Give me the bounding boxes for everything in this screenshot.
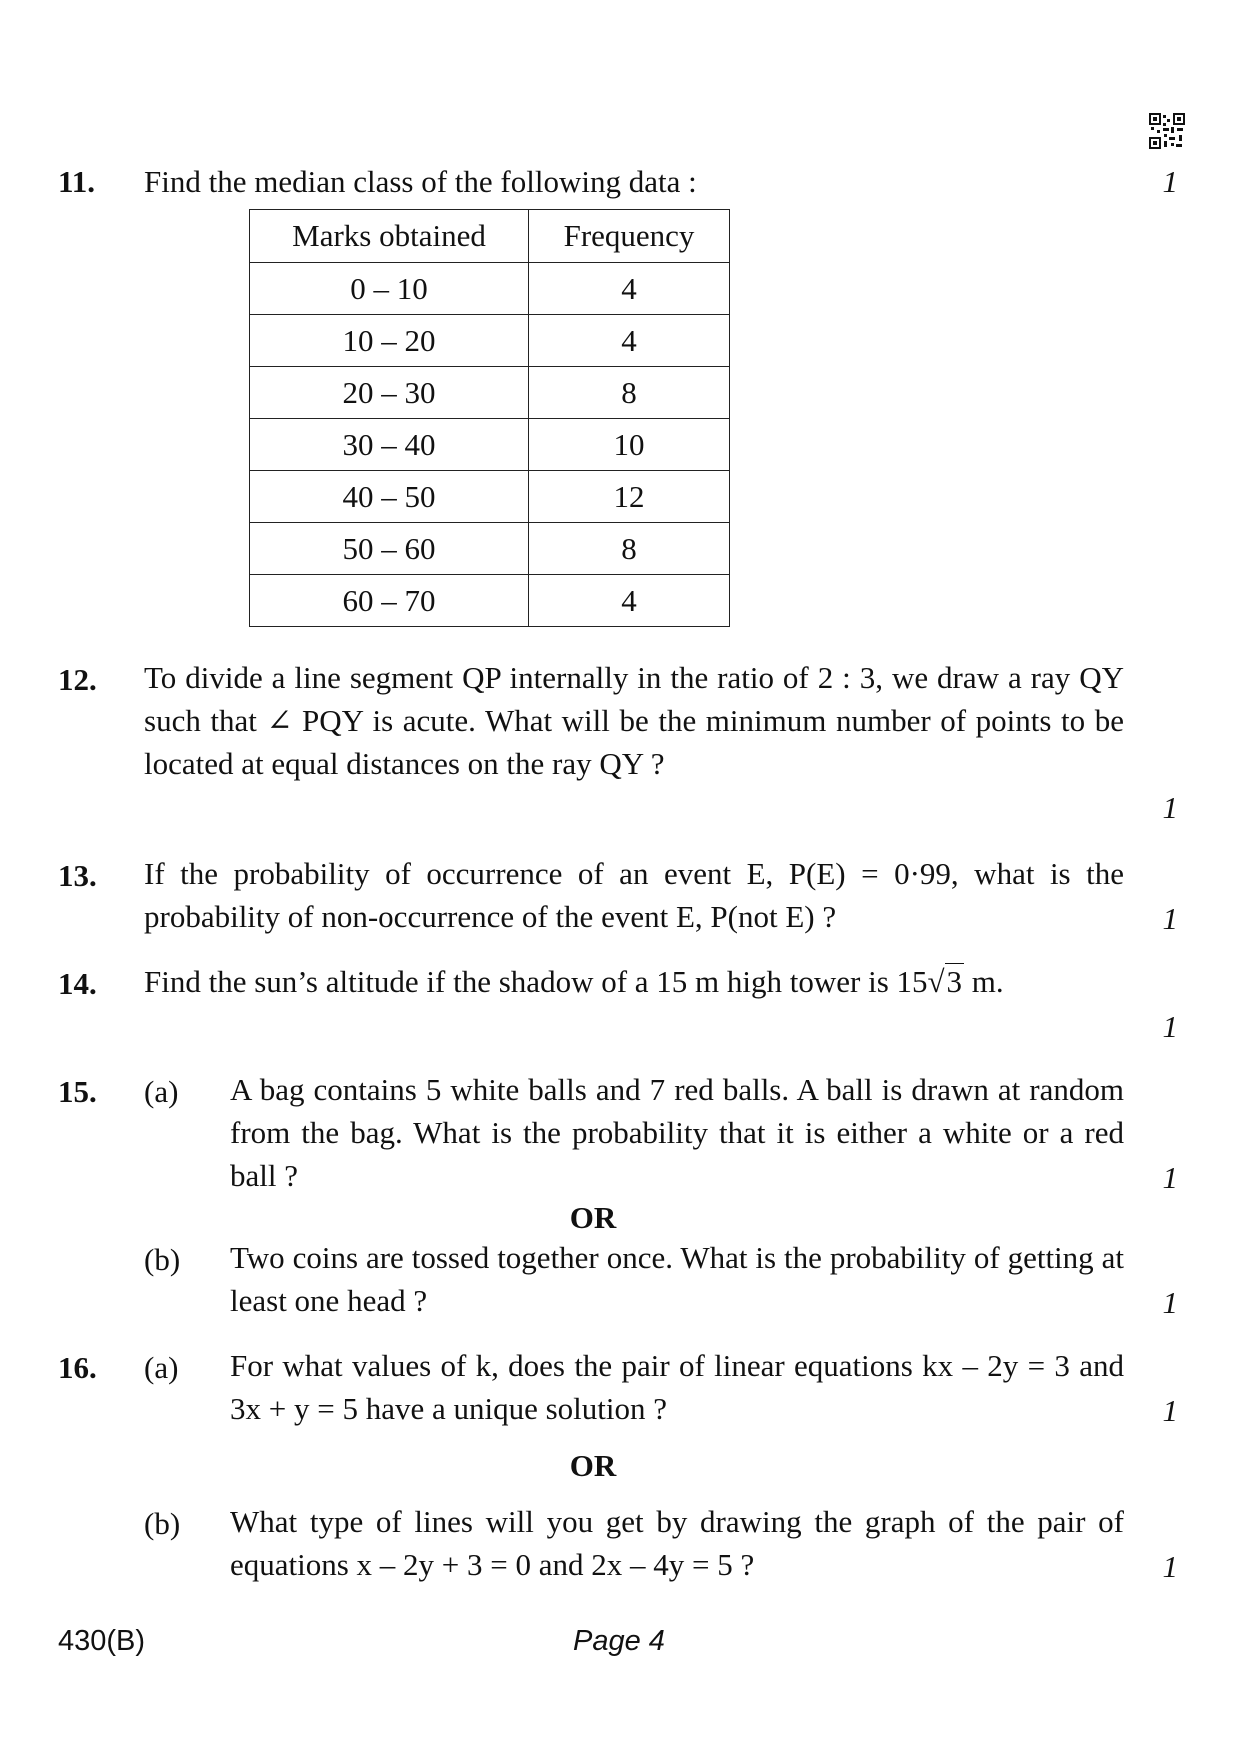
table-row [250,471,730,523]
table-row [250,419,730,471]
class-interval: 40 – 50 [250,471,529,523]
marks: 1 [1162,790,1178,825]
frequency: 4 [529,575,730,627]
frequency: 4 [529,263,730,315]
class-interval: 30 – 40 [250,419,529,471]
marks: 1 [1162,1549,1178,1584]
table-row [250,263,730,315]
marks: 1 [1162,901,1178,936]
frequency: 12 [529,471,730,523]
class-interval: 50 – 60 [250,523,529,575]
marks: 1 [1162,1285,1178,1320]
table-row [250,315,730,367]
option-b-text: What type of lines will you get by drawing the graph of the pair of equations x – 2y + 3 = 0 and 2x – 4y = 5 ? [230,1504,1124,1582]
column-header-frequency: Frequency [529,210,730,263]
question-text: Find the median class of the following data : [144,164,697,199]
frequency: 10 [529,419,730,471]
question-text-after: m. [964,964,1004,999]
question-number: 16. [58,1350,97,1385]
class-interval: 10 – 20 [250,315,529,367]
option-a-text: A bag contains 5 white balls and 7 red balls. A ball is drawn at random from the bag. What is the probability that it is either a white or a red ball ? [230,1072,1124,1193]
option-a-label: (a) [144,1074,179,1109]
option-b-label: (b) [144,1242,181,1277]
table-row [250,575,730,627]
marks: 1 [1162,164,1178,199]
qr-code-icon [1149,113,1185,149]
question-number: 14. [58,966,97,1001]
marks: 1 [1162,1009,1178,1044]
marks-frequency-table [249,209,730,627]
question-text [144,960,1124,1003]
question-text-before: Find the sun’s altitude if the shadow of a 15 m high tower is 15 [144,964,928,999]
table-row [250,523,730,575]
option-a-text: For what values of k, does the pair of linear equations kx – 2y = 3 and 3x + y = 5 have a unique solution ? [230,1348,1124,1426]
option-a-label: (a) [144,1350,179,1385]
column-header-marks: Marks obtained [250,210,529,263]
radicand: 3 [946,964,963,999]
square-root: √3 [927,964,963,999]
table-header-row [250,210,730,263]
question-number: 15. [58,1074,97,1109]
class-interval: 60 – 70 [250,575,529,627]
class-interval: 20 – 30 [250,367,529,419]
option-b-label: (b) [144,1506,181,1541]
option-b-text: Two coins are tossed together once. What is the probability of getting at least one head ? [230,1240,1124,1318]
question-text: If the probability of occurrence of an event E, P(E) = 0·99, what is the probability of non-occurrence of the event E, P(not E) ? [144,856,1124,934]
question-text: To divide a line segment QP internally in the ratio of 2 : 3, we draw a ray QY such that ∠ PQY is acute. What will be the minimum number of points to be located at equal distances on the ray QY ? [144,660,1124,781]
question-number: 13. [58,858,97,893]
frequency: 8 [529,523,730,575]
table-row [250,367,730,419]
class-interval: 0 – 10 [250,263,529,315]
or-separator: OR [569,1200,617,1235]
marks: 1 [1162,1160,1178,1195]
page-number: Page 4 [573,1625,665,1657]
marks: 1 [1162,1393,1178,1428]
paper-code: 430(B) [58,1625,146,1657]
frequency: 4 [529,315,730,367]
or-separator: OR [569,1448,617,1483]
question-number: 12. [58,662,97,697]
frequency: 8 [529,367,730,419]
question-number: 11. [58,164,96,199]
